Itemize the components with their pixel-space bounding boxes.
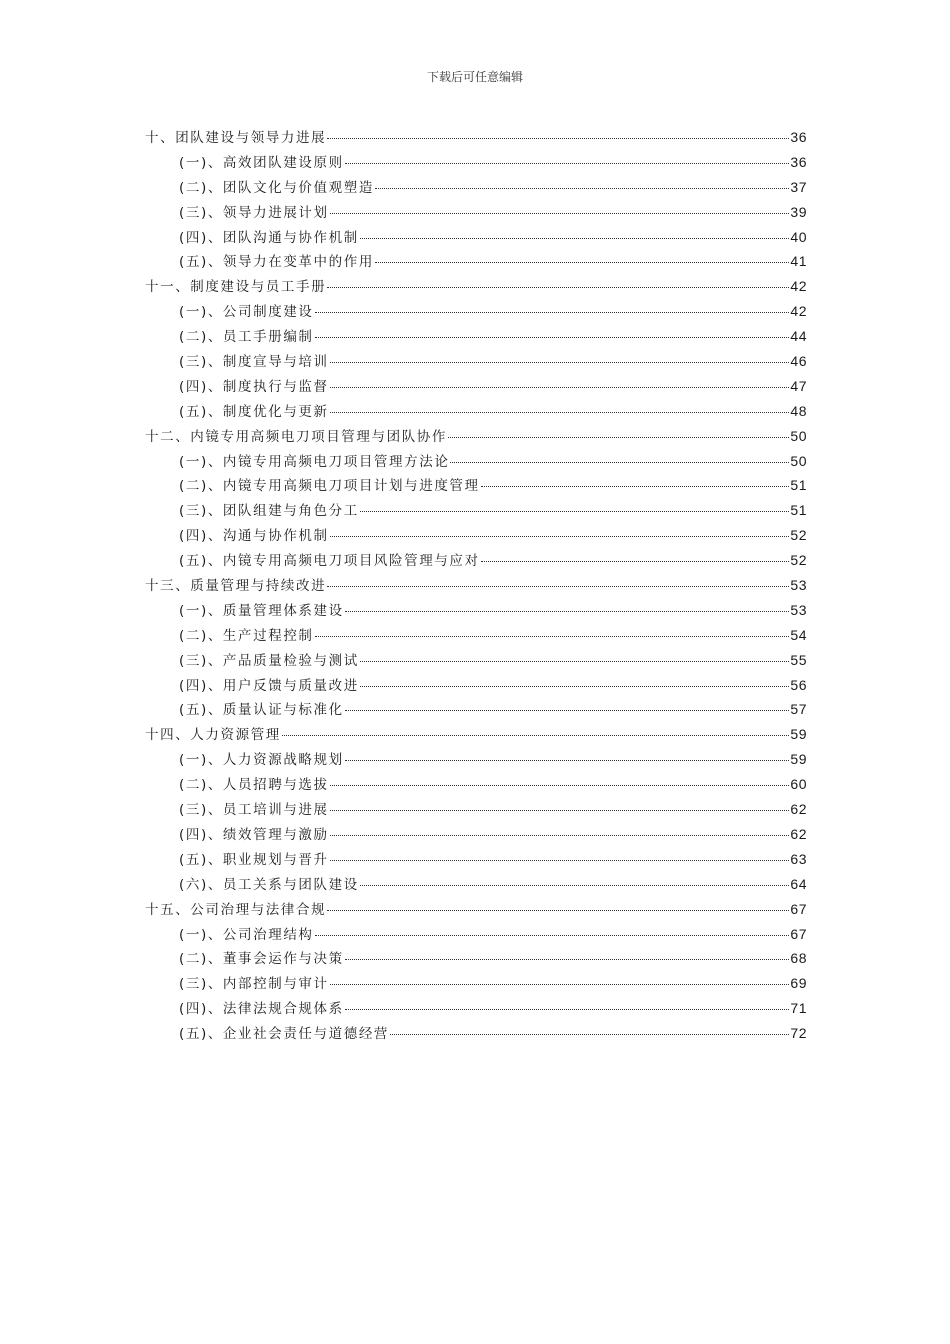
toc-entry-page-number: 51 (790, 502, 807, 519)
toc-entry-title: (五)、企业社会责任与道德经营 (179, 1026, 390, 1043)
toc-section-entry[interactable] (145, 300, 807, 325)
toc-entry-title: (五)、职业规划与晋升 (179, 851, 329, 868)
toc-dot-leader (360, 686, 790, 687)
toc-dot-leader (330, 835, 790, 836)
toc-dot-leader (481, 561, 790, 562)
toc-entry-page-number: 59 (790, 726, 807, 743)
toc-entry-page-number: 42 (790, 278, 807, 295)
toc-dot-leader (330, 810, 790, 811)
toc-entry-page-number: 64 (790, 875, 807, 892)
toc-entry-page-number: 56 (790, 676, 807, 693)
toc-entry-page-number: 36 (790, 129, 807, 145)
toc-entry-title: (五)、内镜专用高频电刀项目风险管理与应对 (179, 553, 480, 570)
toc-entry-page-number: 62 (790, 825, 807, 842)
toc-entry-page-number: 48 (790, 402, 807, 419)
toc-entry-title: (一)、公司治理结构 (179, 926, 314, 943)
toc-dot-leader (360, 885, 790, 886)
toc-entry-title: (三)、制度宣导与培训 (179, 354, 329, 371)
toc-section-entry[interactable] (145, 923, 807, 948)
toc-entry-page-number: 51 (790, 477, 807, 494)
toc-section-entry[interactable] (145, 947, 807, 972)
toc-entry-title: (三)、内部控制与审计 (179, 976, 329, 993)
toc-entry-page-number: 55 (790, 651, 807, 668)
toc-section-entry[interactable] (145, 350, 807, 375)
toc-entry-page-number: 42 (790, 303, 807, 320)
toc-entry-page-number: 67 (790, 900, 807, 917)
toc-chapter-entry[interactable] (145, 723, 807, 748)
toc-entry-page-number: 46 (790, 353, 807, 370)
toc-entry-title: (五)、领导力在变革中的作用 (179, 254, 374, 271)
toc-section-entry[interactable] (145, 474, 807, 499)
toc-dot-leader (330, 785, 790, 786)
toc-section-entry[interactable] (145, 848, 807, 873)
toc-entry-title: 十四、人力资源管理 (145, 727, 281, 744)
toc-dot-leader (330, 860, 790, 861)
toc-dot-leader (315, 337, 790, 338)
toc-dot-leader (330, 213, 790, 214)
toc-section-entry[interactable] (145, 524, 807, 549)
toc-section-entry[interactable] (145, 1022, 807, 1047)
toc-entry-title: (四)、法律法规合规体系 (179, 1001, 344, 1018)
toc-entry-title: 十、团队建设与领导力进展 (145, 130, 327, 146)
toc-entry-page-number: 62 (790, 801, 807, 818)
toc-entry-title: 十二、内镜专用高频电刀项目管理与团队协作 (145, 428, 447, 445)
toc-entry-page-number: 68 (790, 950, 807, 967)
toc-dot-leader (327, 287, 789, 288)
toc-entry-title: (六)、员工关系与团队建设 (179, 876, 359, 893)
toc-dot-leader (345, 611, 790, 612)
toc-dot-leader (330, 387, 790, 388)
toc-entry-page-number: 50 (790, 427, 807, 444)
toc-entry-title: (五)、制度优化与更新 (179, 403, 329, 420)
toc-dot-leader (315, 935, 790, 936)
toc-dot-leader (450, 462, 789, 463)
toc-entry-page-number: 53 (790, 601, 807, 618)
toc-entry-page-number: 44 (790, 328, 807, 345)
toc-entry-title: 十一、制度建设与员工手册 (145, 279, 327, 296)
toc-entry-page-number: 54 (790, 626, 807, 643)
toc-section-entry[interactable] (145, 798, 807, 823)
toc-section-entry[interactable] (145, 151, 807, 176)
toc-entry-title: (二)、团队文化与价值观塑造 (179, 179, 374, 196)
toc-entry-page-number: 39 (790, 203, 807, 220)
toc-entry-title: (二)、董事会运作与决策 (179, 951, 344, 968)
toc-entry-title: (一)、内镜专用高频电刀项目管理方法论 (179, 453, 450, 470)
toc-entry-title: (五)、质量认证与标准化 (179, 702, 344, 719)
toc-entry-page-number: 60 (790, 776, 807, 793)
toc-dot-leader (345, 163, 790, 164)
toc-entry-page-number: 47 (790, 377, 807, 394)
toc-dot-leader (360, 511, 790, 512)
toc-entry-page-number: 59 (790, 751, 807, 768)
toc-section-entry[interactable] (145, 649, 807, 674)
toc-entry-title: (四)、绩效管理与激励 (179, 826, 329, 843)
toc-section-entry[interactable] (145, 823, 807, 848)
toc-section-entry[interactable] (145, 549, 807, 574)
toc-entry-page-number: 63 (790, 850, 807, 867)
toc-dot-leader (345, 1009, 790, 1010)
toc-dot-leader (448, 437, 789, 438)
page-header: 下载后可任意编辑 (426, 70, 523, 84)
toc-dot-leader (345, 710, 790, 711)
toc-section-entry[interactable] (145, 400, 807, 425)
toc-entry-page-number: 36 (790, 153, 807, 170)
toc-entry-page-number: 37 (790, 178, 807, 195)
toc-dot-leader (330, 984, 790, 985)
toc-entry-page-number: 52 (790, 527, 807, 544)
toc-entry-title: (一)、人力资源战略规划 (179, 752, 344, 769)
toc-entry-title: 十五、公司治理与法律合规 (145, 901, 327, 918)
toc-dot-leader (327, 138, 789, 139)
toc-dot-leader (327, 910, 789, 911)
toc-chapter-entry[interactable] (145, 425, 807, 450)
toc-chapter-entry[interactable] (145, 126, 807, 151)
toc-entry-page-number: 52 (790, 552, 807, 569)
toc-dot-leader (360, 661, 790, 662)
toc-section-entry[interactable] (145, 450, 807, 475)
toc-entry-page-number: 50 (790, 452, 807, 469)
toc-entry-title: (一)、高效团队建设原则 (179, 154, 344, 171)
toc-section-entry[interactable] (145, 375, 807, 400)
toc-dot-leader (282, 735, 790, 736)
toc-dot-leader (315, 312, 790, 313)
toc-entry-title: (二)、内镜专用高频电刀项目计划与进度管理 (179, 478, 480, 495)
toc-section-entry[interactable] (145, 972, 807, 997)
toc-entry-title: (三)、领导力进展计划 (179, 204, 329, 221)
toc-entry-title: (四)、制度执行与监督 (179, 378, 329, 395)
toc-chapter-entry[interactable] (145, 275, 807, 300)
toc-entry-page-number: 40 (790, 228, 807, 245)
toc-dot-leader (345, 959, 790, 960)
toc-entry-title: (三)、产品质量检验与测试 (179, 652, 359, 669)
toc-dot-leader (327, 586, 789, 587)
toc-chapter-entry[interactable] (145, 574, 807, 599)
toc-entry-title: (二)、员工手册编制 (179, 329, 314, 346)
toc-dot-leader (345, 760, 790, 761)
toc-section-entry[interactable] (145, 599, 807, 624)
toc-dot-leader (481, 486, 790, 487)
toc-entry-title: 十三、质量管理与持续改进 (145, 578, 327, 595)
toc-entry-page-number: 57 (790, 701, 807, 718)
toc-entry-page-number: 67 (790, 925, 807, 942)
toc-section-entry[interactable] (145, 674, 807, 699)
toc-section-entry[interactable] (145, 499, 807, 524)
toc-chapter-entry[interactable] (145, 898, 807, 923)
toc-entry-page-number: 71 (790, 1000, 807, 1017)
toc-dot-leader (315, 636, 790, 637)
toc-entry-title: (二)、人员招聘与选拔 (179, 777, 329, 794)
toc-section-entry[interactable] (145, 748, 807, 773)
table-of-contents (145, 126, 807, 1047)
toc-entry-title: (四)、沟通与协作机制 (179, 528, 329, 545)
toc-entry-title: (一)、公司制度建设 (179, 304, 314, 321)
toc-section-entry[interactable] (145, 773, 807, 798)
toc-entry-title: (三)、团队组建与角色分工 (179, 503, 359, 520)
toc-section-entry[interactable] (145, 250, 807, 275)
toc-entry-page-number: 41 (790, 253, 807, 270)
toc-entry-title: (四)、用户反馈与质量改进 (179, 677, 359, 694)
toc-section-entry[interactable] (145, 698, 807, 723)
toc-section-entry[interactable] (145, 624, 807, 649)
toc-dot-leader (330, 362, 790, 363)
toc-dot-leader (330, 536, 790, 537)
toc-section-entry[interactable] (145, 997, 807, 1022)
toc-dot-leader (330, 412, 790, 413)
toc-dot-leader (390, 1034, 789, 1035)
toc-section-entry[interactable] (145, 201, 807, 226)
toc-entry-title: (一)、质量管理体系建设 (179, 602, 344, 619)
toc-entry-title: (四)、团队沟通与协作机制 (179, 229, 359, 246)
toc-dot-leader (375, 188, 789, 189)
toc-entry-page-number: 53 (790, 577, 807, 594)
toc-entry-page-number: 72 (790, 1025, 807, 1042)
toc-section-entry[interactable] (145, 176, 807, 201)
toc-dot-leader (375, 262, 789, 263)
toc-section-entry[interactable] (145, 873, 807, 898)
toc-entry-title: (三)、员工培训与进展 (179, 802, 329, 819)
toc-entry-title: (二)、生产过程控制 (179, 627, 314, 644)
toc-section-entry[interactable] (145, 226, 807, 251)
toc-entry-page-number: 69 (790, 975, 807, 992)
toc-dot-leader (360, 238, 790, 239)
toc-section-entry[interactable] (145, 325, 807, 350)
